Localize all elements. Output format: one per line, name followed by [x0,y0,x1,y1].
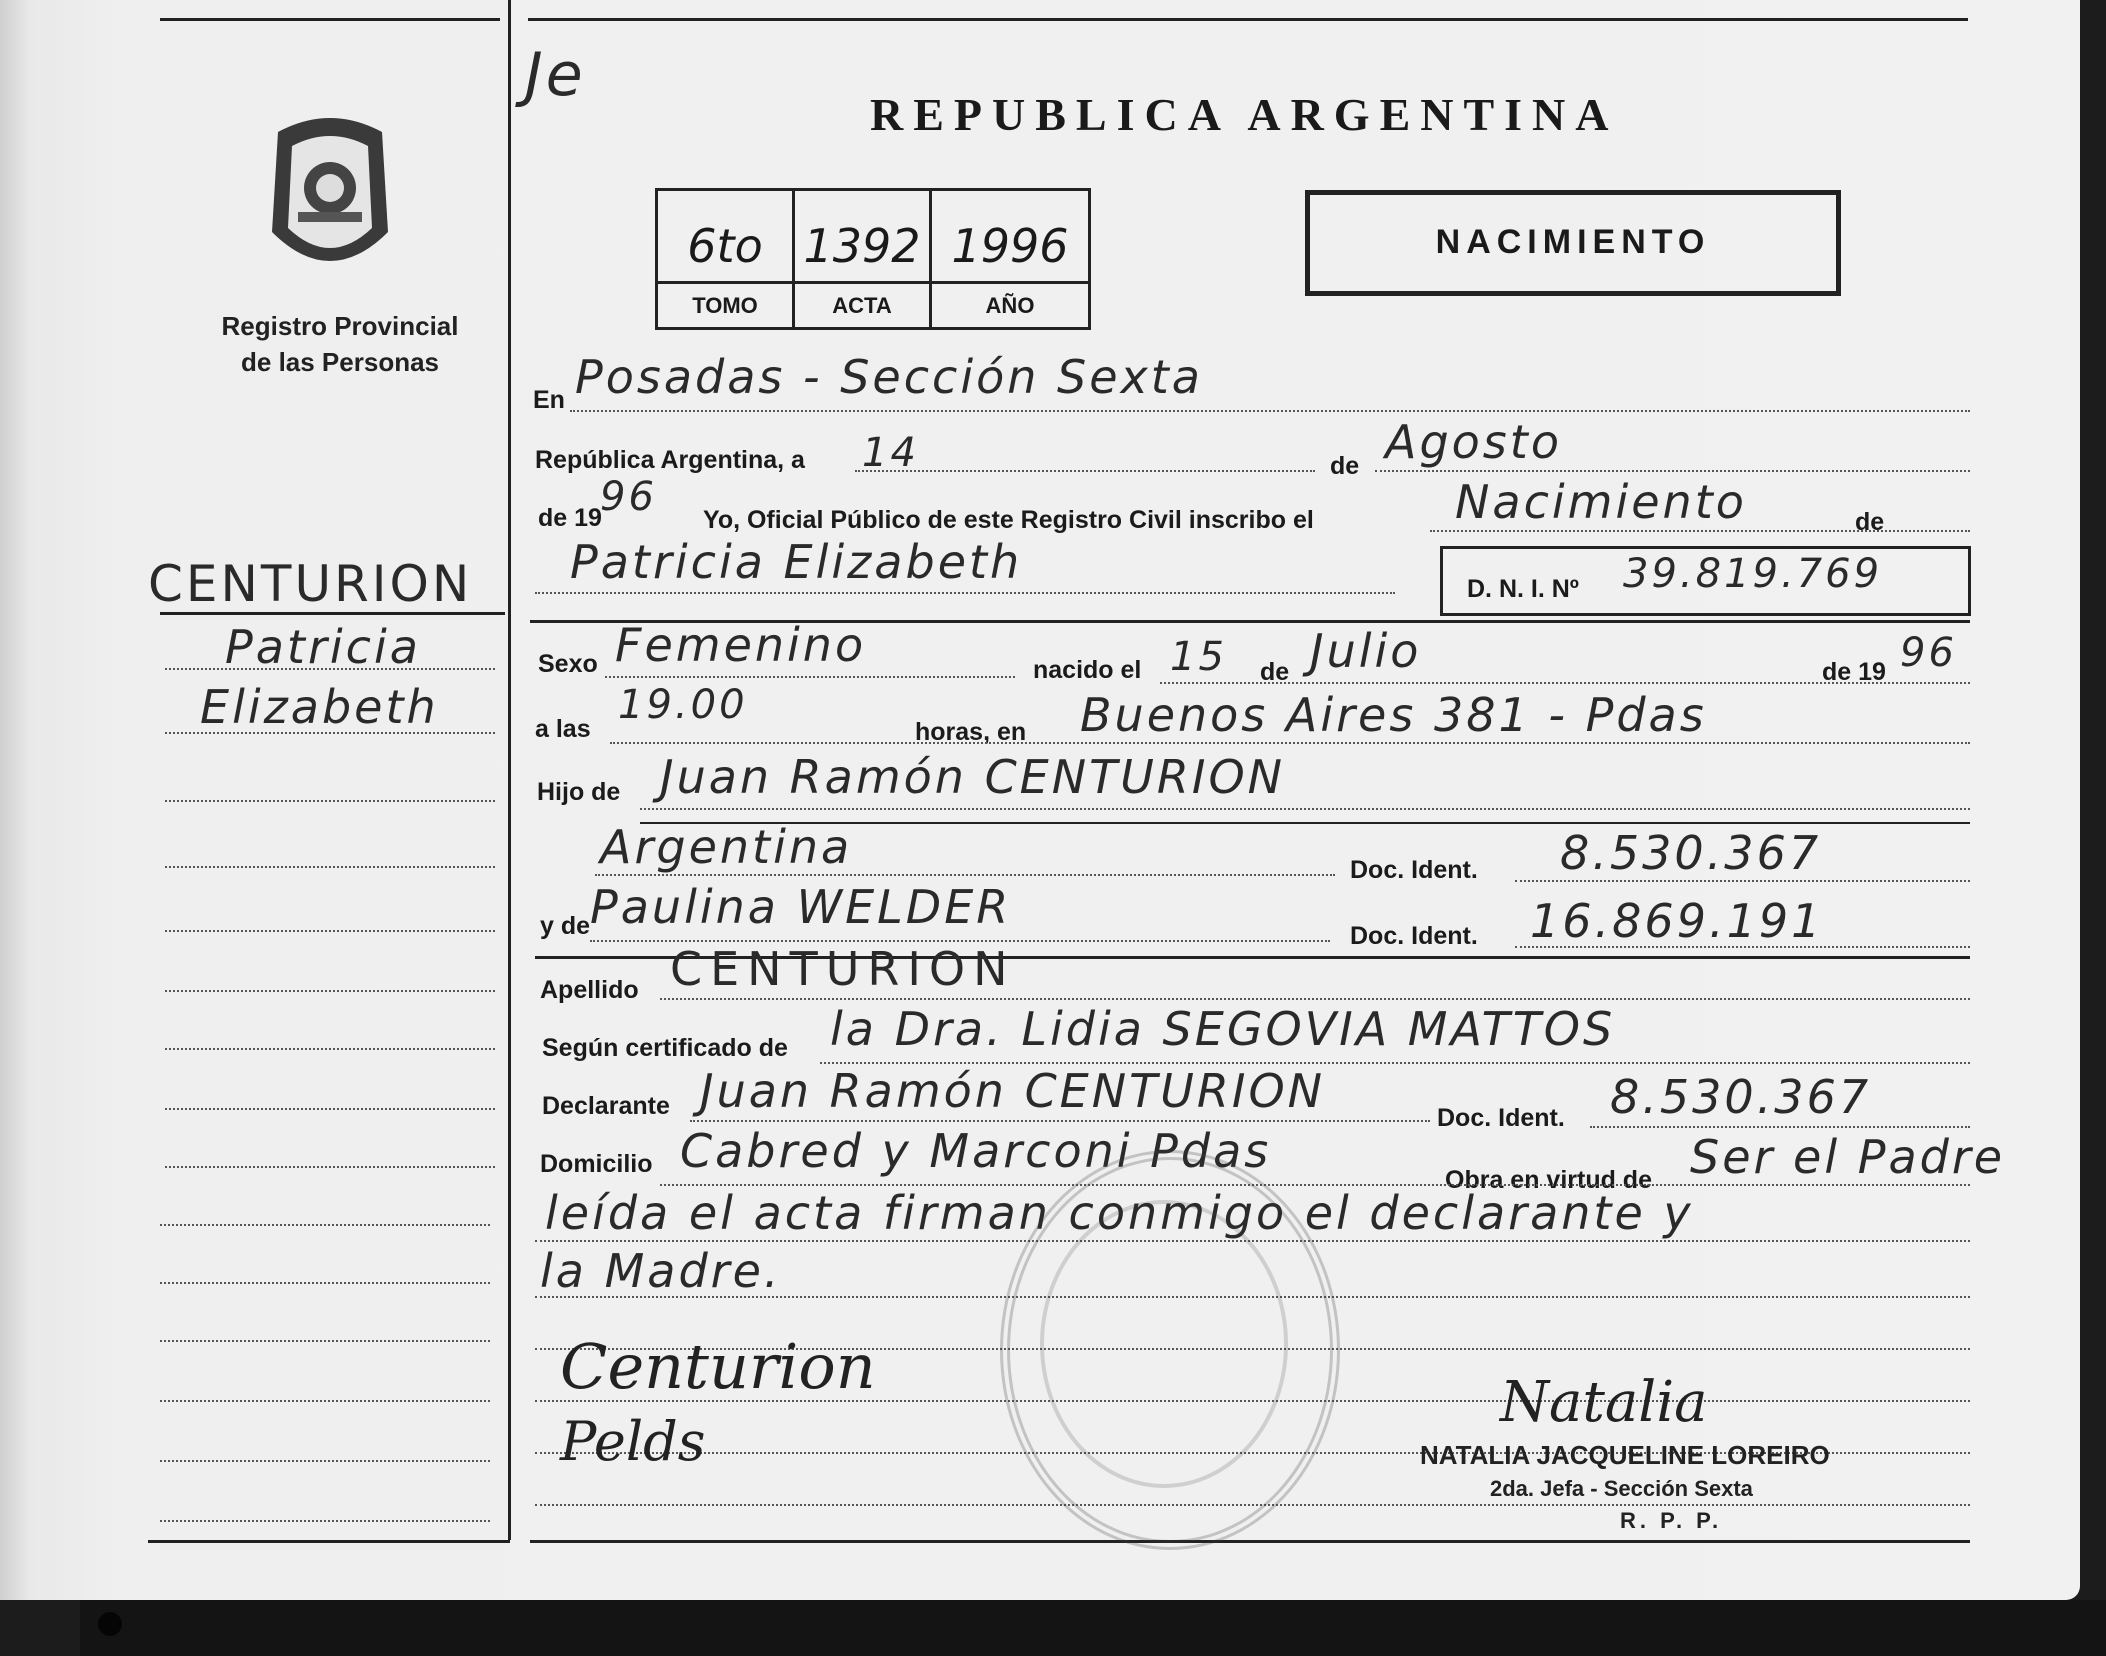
side-dotted-line [165,1166,495,1168]
acta-value: 1392 [803,219,921,273]
mother-doc-value: 16.869.191 [1530,894,1824,948]
place-value: Buenos Aires 381 - Pdas [1080,688,1707,742]
month-value: Agosto [1385,415,1562,469]
madre-text: la Madre. [540,1244,782,1298]
acta-label: ACTA [832,293,892,318]
month-dotted-line [1375,470,1970,472]
name-dotted-line [535,592,1395,594]
side-dotted-line [165,930,495,932]
mother-doc-label: Doc. Ident. [1350,922,1478,950]
declarante-doc-label: Doc. Ident. [1437,1104,1565,1132]
side-dotted-line [165,1048,495,1050]
book-edge-shadow [80,1600,2106,1656]
side-dotted-line [165,990,495,992]
inscribo-dotted-line [1430,530,1970,532]
ano-value: 1996 [951,219,1069,273]
bottom-rule [530,1540,1970,1543]
segun-label: Según certificado de [542,1034,788,1062]
nationality-dotted-line [595,874,1335,876]
birth-year-value: 96 [1900,630,1957,676]
page-title: REPUBLICA ARGENTINA [870,89,1619,140]
rep-label: República Argentina, a [535,446,805,474]
de-label-2: de [1855,508,1885,536]
mother-value: Paulina WELDER [590,880,1012,934]
provincial-seal-icon [258,112,402,282]
registry-line1: Registro Provincial [221,311,459,341]
yde-label: y de [540,912,591,940]
day-value: 14 [862,430,919,476]
declarante-doc-dotted-line [1590,1126,1970,1128]
side-dotted-line [165,800,495,802]
declarante-dotted-line [690,1120,1430,1122]
binding-hole [98,1612,122,1636]
birth-day-value: 15 [1170,634,1227,680]
official-stamp-inner [1040,1200,1288,1488]
hour-value: 19.00 [618,682,748,728]
ano-cell [932,191,1088,327]
birth-dotted-line [1160,682,1970,684]
father-dotted-line [640,808,1970,810]
dni-box [1440,546,1971,616]
column-divider [508,0,511,1540]
domicilio-label: Domicilio [540,1150,653,1178]
declarante-label: Declarante [542,1092,670,1120]
side-dotted-line [160,1282,490,1284]
de19-label: de 19 [1822,658,1886,686]
tomo-value: 6to [687,219,763,273]
side-dotted-line [160,1340,490,1342]
domicilio-value: Cabred y Marconi Pdas [680,1124,1272,1178]
side-dotted-line [165,1108,495,1110]
obra-value: Ser el Padre [1690,1130,2006,1184]
obra-label: Obra en virtud de [1445,1166,1652,1194]
declarante-doc-value: 8.530.367 [1610,1070,1872,1124]
day-dotted-line [855,470,1315,472]
side-dotted-line [165,732,495,734]
inscribo-label: Yo, Oficial Público de este Registro Civil inscribo el [703,506,1314,534]
side-bottom-rule [148,1540,510,1543]
tomo-cell [658,191,795,327]
side-dotted-line [165,668,495,670]
acta-cell [795,191,932,327]
father-doc-label: Doc. Ident. [1350,856,1478,884]
birth-month-value: Julio [1310,624,1422,678]
dni-label: D. N. I. Nº [1467,575,1579,603]
de-label: de [1330,452,1360,480]
tomo-label: TOMO [692,293,758,318]
side-surname: CENTURION [148,555,473,613]
en-dotted-line [570,410,1970,412]
apellido-dotted-line [660,998,1970,1000]
top-rule-right [528,18,1968,21]
alas-label: a las [535,715,591,743]
horas-label: horas, en [915,718,1027,746]
father-doc-dotted-line [1515,880,1970,882]
side-dotted-line [160,1520,490,1522]
record-number-box [655,188,1091,330]
inscribo-value: Nacimiento [1455,475,1747,529]
father-nationality: Argentina [600,820,853,874]
registry-name [200,308,480,380]
father-doc-value: 8.530.367 [1560,826,1822,880]
ano-label: AÑO [985,293,1035,318]
sexo-dotted-line [605,676,1015,678]
official-signature: Natalia [1500,1370,1708,1435]
segun-value: la Dra. Lidia SEGOVIA MATTOS [830,1002,1616,1056]
place-dotted-line [610,742,1970,744]
side-dotted-line [165,866,495,868]
initials: Je [525,40,586,110]
sexo-value: Femenino [615,618,867,672]
side-second-name: Elizabeth [200,680,439,734]
record-box-divider [658,281,1088,284]
side-dotted-line [160,1224,490,1226]
side-dotted-line [160,1400,490,1402]
registry-line2: de las Personas [241,347,439,377]
doc-type-box [1305,190,1841,296]
declarante-value: Juan Ramón CENTURION [700,1064,1326,1118]
apellido-value: CENTURION [670,942,1016,996]
doc-type-label: NACIMIENTO [1435,223,1711,261]
year-suffix-value: 96 [600,474,657,520]
official-org: R. P. P. [1620,1508,1723,1533]
top-rule-left [160,18,500,21]
en-value: Posadas - Sección Sexta [575,350,1203,404]
official-role: 2da. Jefa - Sección Sexta [1490,1476,1753,1501]
hijo-label: Hijo de [537,778,621,806]
apellido-label: Apellido [540,976,639,1004]
father-value: Juan Ramón CENTURION [660,750,1286,804]
leida-text: leída el acta firman conmigo el declarante y [545,1186,1694,1240]
sexo-label: Sexo [538,650,598,678]
side-name-rule [160,612,505,615]
dni-value: 39.819.769 [1623,551,1883,597]
en-label: En [533,386,565,414]
mother-doc-dotted-line [1515,946,1970,948]
year-prefix-label: de 19 [538,504,602,532]
name-value: Patricia Elizabeth [570,535,1023,589]
side-first-name: Patricia [225,620,421,674]
mother-signature: Pelds [560,1410,706,1473]
side-dotted-line [160,1460,490,1462]
de-label-3: de [1260,658,1290,686]
official-name: NATALIA JACQUELINE LOREIRO [1420,1440,1830,1470]
declarant-signature: Centurion [560,1330,876,1403]
nacido-label: nacido el [1033,656,1142,684]
